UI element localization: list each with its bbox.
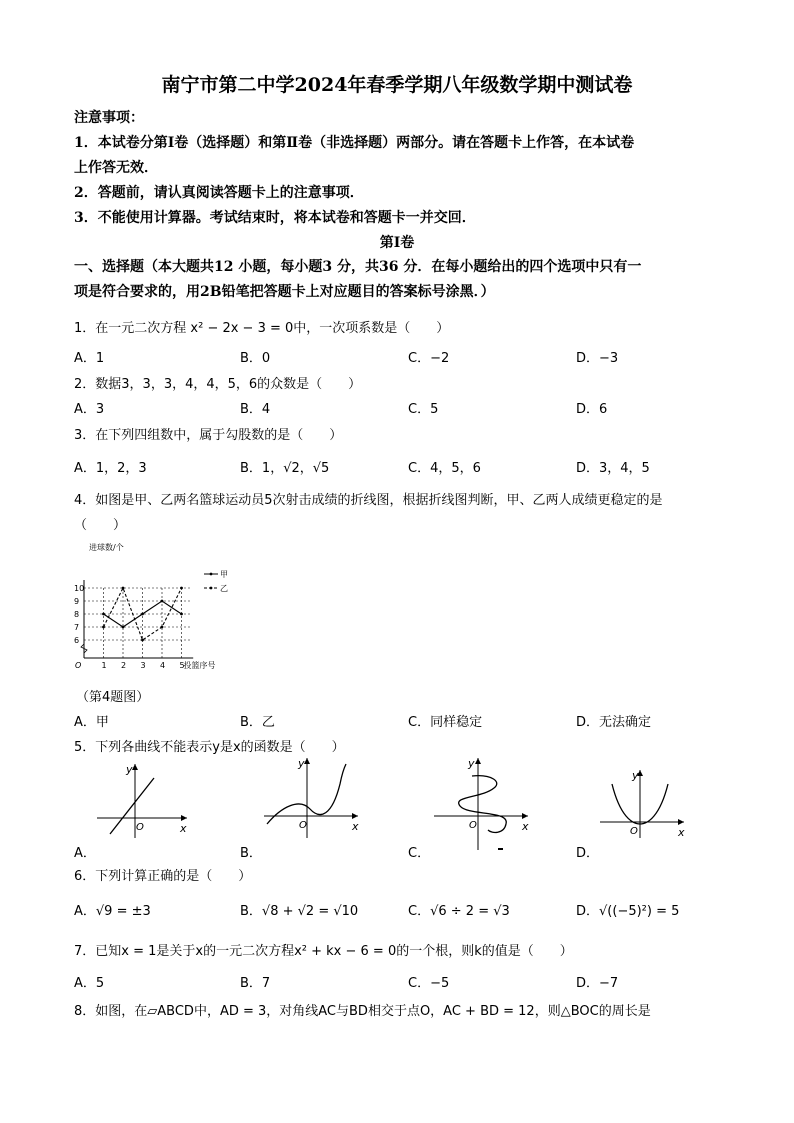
series-point-2 [122,587,125,590]
q5-c-y-label: y [468,757,475,770]
x-tick-label: 2 [121,661,127,670]
q4-option-b: B．乙 [240,715,275,730]
series-point-1 [122,626,125,629]
q1-stem: 1．在一元二次方程 x² − 2x − 3 = 0中，一次项系数是（ ） [74,321,450,336]
q1-option-c: C．−2 [408,351,450,366]
q8-stem: 8．如图，在▱ABCD中，AD = 3，对角线AC与BD相交于点O，AC + BD = 12，则△BOC的周长是 [74,1004,651,1019]
q5-option-d: D． [576,846,600,861]
q4-option-c: C．同样稳定 [408,715,483,730]
q6-option-c: C．√6 ÷ 2 = √3 [408,904,510,919]
q5-stem: 5．下列各曲线不能表示y是x的函数是（ ） [74,740,345,755]
legend-marker-1 [210,573,213,576]
legend-label-1: 甲 [220,570,228,579]
q4-line-chart [72,540,252,675]
q4-paren: （ ） [74,518,127,533]
y-tick-label: 8 [74,610,80,619]
q6-option-a: A．√9 = ±3 [74,904,151,919]
q3-stem: 3．在下列四组数中，属于勾股数的是（ ） [74,428,343,443]
q5-b-y-label: y [298,757,305,770]
series-point-1 [102,613,105,616]
q4-option-d: D．无法确定 [576,715,652,730]
note-line-2: 2．答题前，请认真阅读答题卡上的注意事项． [74,185,364,201]
legend-label-2: 乙 [220,584,228,593]
volume-heading: 第Ⅰ卷 [379,235,415,251]
y-tick-label: 6 [74,636,80,645]
chart-grid [84,588,191,658]
note-line-3: 3．不能使用计算器。考试结束时，将本试卷和答题卡一并交回． [74,210,476,226]
q5-option-b: B． [240,846,262,861]
q5-b-x-label: x [352,820,359,833]
x-tick-label: 1 [101,661,107,670]
q5-graph-c [432,754,532,854]
q7-option-c: C．−5 [408,976,450,991]
x-tick-label: 4 [160,661,166,670]
q1-option-d: D．−3 [576,351,619,366]
q5-a-origin: O [136,822,144,833]
q5-graph-b [262,754,362,840]
y-tick-label: 7 [74,623,80,632]
q5-c-origin: O [469,820,477,831]
q7-option-d: D．−7 [576,976,619,991]
x-tick-label: 3 [140,661,146,670]
series-point-2 [102,626,105,629]
series-point-1 [141,613,144,616]
chart-axes [81,580,193,658]
q3-option-a: A．1，2，3 [74,461,147,476]
chart-labels [74,542,228,670]
q5-b-origin: O [299,820,307,831]
q5-a-y-label: y [126,763,133,776]
q4-caption: （第4题图） [76,690,150,705]
series-point-2 [161,626,164,629]
q7-option-b: B．7 [240,976,271,991]
q3-option-c: C．4，5，6 [408,461,481,476]
q5-d-origin: O [630,826,638,837]
section1-line1: 一、选择题（本大题共12 小题，每小题3 分，共36 分．在每小题给出的四个选项中只有一 [74,259,642,275]
q2-option-b: B．4 [240,402,271,417]
q3-option-b: B．1，√2，√5 [240,461,330,476]
q5-a-x-label: x [180,822,187,835]
note-line-1a: 1．本试卷分第Ⅰ卷（选择题）和第Ⅱ卷（非选择题）两部分。请在答题卡上作答，在本试卷 [74,135,635,151]
series-point-2 [180,587,183,590]
q2-option-c: C．5 [408,402,439,417]
q2-option-d: D．6 [576,402,608,417]
legend-marker-2 [210,587,213,590]
q1-option-a: A．1 [74,351,105,366]
q5-option-c: C． [408,846,431,861]
notes-heading: 注意事项： [74,110,144,126]
x-tick-label: 5 [179,661,185,670]
q7-stem: 7．已知x = 1是关于x的一元二次方程x² + kx − 6 = 0的一个根，则k的值是（ ） [74,944,573,959]
q5-graph-d [598,766,688,840]
q5-graph-a [92,760,192,840]
q4-stem: 4．如图是甲、乙两名篮球运动员5次射击成绩的折线图，根据折线图判断，甲、乙两人成绩更稳定的是 [74,493,663,508]
q6-option-b: B．√8 + √2 = √10 [240,904,359,919]
section1-line2: 项是符合要求的，用2B铅笔把答题卡上对应题目的答案标号涂黑．） [74,284,495,300]
q5-option-a: A． [74,846,96,861]
origin-label: O [75,661,82,670]
series-point-1 [161,600,164,603]
q5-d-y-label: y [632,769,639,782]
q4-option-a: A．甲 [74,715,109,730]
series-point-2 [141,639,144,642]
series-point-1 [180,613,183,616]
q7-option-a: A．5 [74,976,105,991]
q6-stem: 6．下列计算正确的是（ ） [74,869,252,884]
y-axis-label: 进球数/个 [89,543,124,552]
q1-option-b: B．0 [240,351,271,366]
q6-option-d: D．√((−5)²) = 5 [576,904,680,919]
x-axis-label: 投篮序号 [183,661,216,670]
q3-option-d: D．3，4，5 [576,461,650,476]
q5-c-x-label: x [522,820,529,833]
q5-d-x-label: x [678,826,685,839]
q2-option-a: A．3 [74,402,105,417]
q2-stem: 2．数据3，3，3，4，4，5，6的众数是（ ） [74,377,362,392]
note-line-1b: 上作答无效． [74,160,158,176]
y-tick-label: 9 [74,597,80,606]
exam-title: 南宁市第二中学2024年春季学期八年级数学期中测试卷 [161,74,633,96]
y-tick-label: 10 [74,584,85,593]
